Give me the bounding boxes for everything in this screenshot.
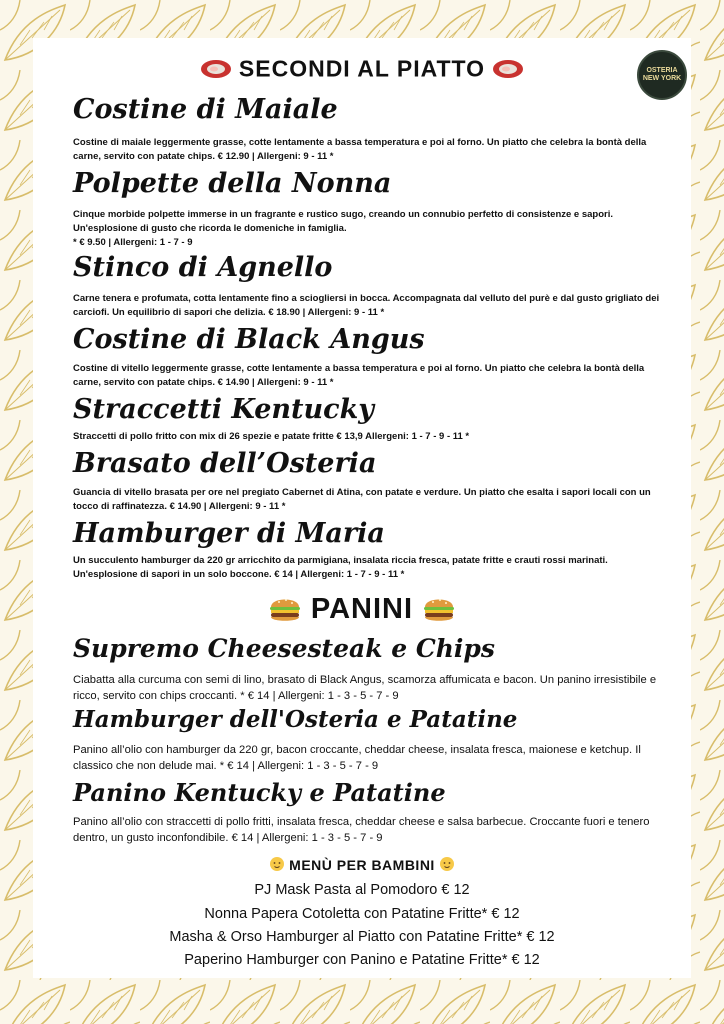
kids-menu-item: Paperino Hamburger con Panino e Patatine Fritte* € 12: [184, 952, 540, 968]
dish-price: * € 9.50 | Allergeni: 1 - 7 - 9: [73, 237, 193, 248]
secondi-heading: [33, 54, 691, 82]
dish-title: Hamburger di Maria: [73, 518, 385, 549]
panino-title: Panino Kentucky e Patatine: [73, 778, 446, 807]
dish-description: Costine di maiale leggermente grasse, cotte lentamente a bassa temperatura e poi al forno. Un piatto che celebra la bontà della carne, servito con patate chips. € 12.90 | Allergeni: 9 - 11 *: [73, 137, 647, 162]
kids-menu-item: Masha & Orso Hamburger al Piatto con Patatine Fritte* € 12: [169, 929, 555, 945]
dish-description: Un succulento hamburger da 220 gr arricchito da parmigiana, insalata riccia fresca, patate fritte e crauti rossi marinati. Un'esplosione di sapori in un solo boccone. € 14 | Allergeni: 1 - 7 - 9 - 11 *: [73, 555, 608, 580]
secondi-title: SECONDI AL PIATTO: [238, 55, 486, 82]
dish-title: Stinco di Agnello: [73, 252, 333, 283]
dish-description: Straccetti di pollo fritto con mix di 26 spezie e patate fritte € 13,9 Allergeni: 1 - 7 - 9 - 11 *: [73, 431, 470, 442]
steak-icon: [200, 58, 232, 80]
dish-description: Cinque morbide polpette immerse in un fragrante e rustico sugo, creando un connubio perfetto di consistenze e sapori. Un'esplosione di gusto che ricorda le domeniche in famiglia.: [73, 209, 613, 234]
panini-title: PANINI: [310, 592, 414, 625]
burger-icon: [422, 593, 456, 625]
panini-heading: [33, 592, 691, 626]
dish-title: Costine di Black Angus: [73, 324, 425, 355]
dish-description: Carne tenera e profumata, cotta lentamente fino a sciogliersi in bocca. Accompagnata dal velluto del purè e dal gusto grigliato dei carciofi. Un equilibrio di sapori che delizia. € 18.90 | Allergeni: 9 - 11 *: [73, 293, 660, 318]
burger-icon: [268, 593, 302, 625]
dish-title: Brasato dell’Osteria: [73, 448, 377, 479]
menu-sheet: [33, 38, 691, 978]
steak-icon: [492, 58, 524, 80]
logo-text: OSTERIA NEW YORK: [642, 67, 682, 82]
kids-menu-title: MENÙ PER BAMBINI: [289, 857, 435, 873]
dish-title: Polpette della Nonna: [73, 168, 392, 199]
osteria-logo: [637, 50, 687, 100]
panino-description: Ciabatta alla curcuma con semi di lino, brasato di Black Angus, scamorza affumicata e bacon. Un panino irresistibile e ricco, servito con chips croccanti. * € 14 | Allergeni: 1 - 3 - 5 - 7 - 9: [73, 674, 657, 702]
dish-description: Guancia di vitello brasata per ore nel pregiato Cabernet di Atina, con patate e verdure. Un piatto che esalta i sapori locali con un tocco di raffinatezza. € 14.90 | Allergeni: 9 - 11 *: [73, 487, 651, 512]
kids-menu-item: Nonna Papera Cotoletta con Patatine Fritte* € 12: [204, 906, 520, 922]
baby-face-icon: [269, 856, 285, 872]
dish-description: Costine di vitello leggermente grasse, cotte lentamente a bassa temperatura e poi al forno. Un piatto che celebra la bontà della carne, servito con patate chips. € 14.90 | Allergeni: 9 - 11 *: [73, 363, 645, 388]
panino-description: Panino all’olio con hamburger da 220 gr, bacon croccante, cheddar cheese, insalata fresca, maionese e ketchup. Il classico che non delude mai. * € 14 | Allergeni: 1 - 3 - 5 - 7 - 9: [73, 744, 641, 772]
dish-title: Costine di Maiale: [73, 94, 338, 125]
dish-title: Straccetti Kentucky: [73, 394, 374, 425]
panino-title: Supremo Cheesesteak e Chips: [73, 634, 495, 663]
kids-menu-heading: [33, 856, 691, 873]
panino-description: Panino all’olio con straccetti di pollo fritti, insalata fresca, cheddar cheese e salsa barbecue. Croccante fuori e tenero dentro, un gusto inconfondibile. € 14 | Allergeni: 1 - 3 - 5 - 7 - 9: [73, 816, 650, 844]
baby-face-icon: [439, 856, 455, 872]
panino-title: Hamburger dell'Osteria e Patatine: [73, 706, 518, 733]
kids-menu-item: PJ Mask Pasta al Pomodoro € 12: [254, 882, 470, 898]
